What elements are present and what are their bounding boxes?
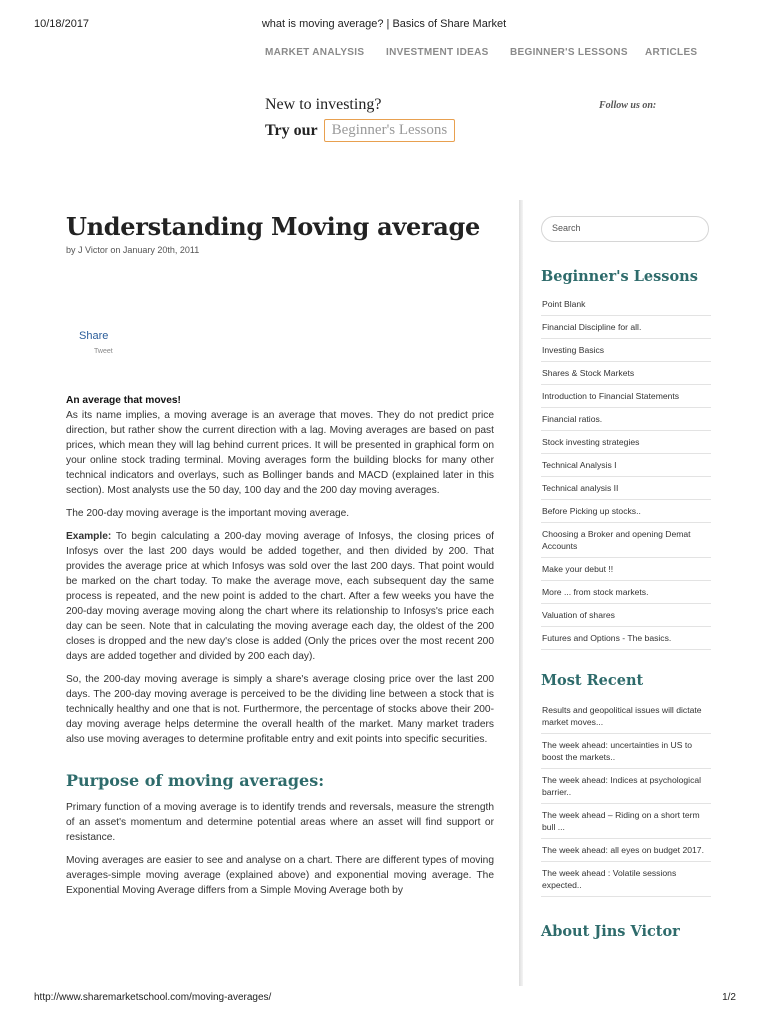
article-main bbox=[66, 200, 494, 906]
promo-try-label: Try our bbox=[265, 121, 318, 139]
lesson-link[interactable]: Investing Basics bbox=[541, 339, 711, 362]
sidebar-heading-lessons: Beginner's Lessons bbox=[541, 268, 698, 285]
lessons-list bbox=[541, 293, 711, 650]
example-label: Example: bbox=[66, 531, 112, 542]
paragraph-intro bbox=[66, 393, 494, 498]
section-heading: Purpose of moving averages: bbox=[66, 771, 325, 790]
lesson-link[interactable]: Valuation of shares bbox=[541, 604, 711, 627]
paragraph-text: So, the 200-day moving average is simply a share's average closing price over the last 200 days. The 200-day moving average is perceived to be the dividing line between a stock that is technically healthy and one that is not. Furthermore, the percentage of stocks above their 200-day moving average helps determine the overall health of the market. Many market traders also use moving averages to determine profitable entry and exit points into specific securities. bbox=[66, 674, 494, 745]
recent-post-link[interactable]: The week ahead: all eyes on budget 2017. bbox=[541, 839, 711, 862]
article-lead-heading: An average that moves! bbox=[66, 395, 181, 406]
promo-headline: New to investing? bbox=[265, 96, 382, 113]
sidebar-heading-recent: Most Recent bbox=[541, 672, 644, 689]
paragraph-text: The 200-day moving average is the important moving average. bbox=[66, 508, 350, 519]
promo-cta-row bbox=[265, 119, 455, 142]
nav-articles[interactable]: ARTICLES bbox=[645, 47, 698, 58]
paragraph-text: Primary function of a moving average is to identify trends and reversals, measure the strength of an asset's momentum and determine potential areas where an asset will find support or resistance. bbox=[66, 802, 494, 843]
follow-us-label: Follow us on: bbox=[599, 100, 657, 111]
promo-banner bbox=[265, 96, 455, 142]
lesson-link[interactable]: Choosing a Broker and opening Demat Accounts bbox=[541, 523, 711, 558]
paragraph-text: To begin calculating a 200-day moving average of Infosys, the closing prices of Infosys over the last 200 days would be added together, and then divided by 200. That provides the average price at which Infosys was sold over the last 200 days. That point would be marked on the chart today. To make the average move, each subsequent day the same process is repeated, and the new point is added to the chart. After a few weeks you have the 200-day moving average moving along the chart where its relationship to Infosys's price each day can be seen. Note that in calculating the moving average each day, the oldest of the 200 closes is dropped and the new day's close is added (Only the prices over the most recent 200 days are added together and divided by 200 each day). bbox=[66, 531, 494, 662]
lesson-link[interactable]: Before Picking up stocks.. bbox=[541, 500, 711, 523]
lesson-link[interactable]: Technical analysis II bbox=[541, 477, 711, 500]
tweet-button[interactable]: Tweet bbox=[94, 348, 113, 355]
lesson-link[interactable]: Shares & Stock Markets bbox=[541, 362, 711, 385]
beginners-lessons-button[interactable]: Beginner's Lessons bbox=[324, 119, 456, 142]
nav-investment-ideas[interactable]: INVESTMENT IDEAS bbox=[386, 47, 489, 58]
share-button[interactable]: Share bbox=[79, 330, 109, 342]
recent-post-link[interactable]: The week ahead: uncertainties in US to boost the markets.. bbox=[541, 734, 711, 769]
paragraph-text: As its name implies, a moving average is an average that moves. They do not predict price direction, but rather show the current direction with a lag. Moving averages are based on past prices, which mean they will lag behind current prices. It will be presented in graphical form on your online stock trading terminal. Moving averages form the building blocks for many other technical indicators and overlays, such as Bollinger bands and MACD (explained later in this section). Most analysts use the 50 day, 100 day and the 200 day moving averages. bbox=[66, 410, 494, 496]
column-divider bbox=[519, 200, 523, 986]
paragraph-example bbox=[66, 529, 494, 664]
print-url: http://www.sharemarketschool.com/moving-averages/ bbox=[34, 992, 272, 1003]
lesson-link[interactable]: More ... from stock markets. bbox=[541, 581, 711, 604]
sidebar bbox=[541, 216, 711, 940]
article-title: Understanding Moving average bbox=[66, 212, 480, 241]
recent-post-link[interactable]: Results and geopolitical issues will dictate market moves... bbox=[541, 699, 711, 734]
lesson-link[interactable]: Futures and Options - The basics. bbox=[541, 627, 711, 650]
article-byline: by J Victor on January 20th, 2011 bbox=[66, 245, 200, 255]
search-input[interactable]: Search bbox=[541, 216, 709, 242]
print-date: 10/18/2017 bbox=[34, 18, 90, 30]
lesson-link[interactable]: Point Blank bbox=[541, 293, 711, 316]
nav-market-analysis[interactable]: MARKET ANALYSIS bbox=[265, 47, 365, 58]
nav-beginners-lessons[interactable]: BEGINNER'S LESSONS bbox=[510, 47, 628, 58]
lesson-link[interactable]: Introduction to Financial Statements bbox=[541, 385, 711, 408]
recent-list bbox=[541, 699, 711, 897]
print-page-number: 1/2 bbox=[722, 992, 736, 1003]
lesson-link[interactable]: Make your debut !! bbox=[541, 558, 711, 581]
recent-post-link[interactable]: The week ahead – Riding on a short term bull ... bbox=[541, 804, 711, 839]
lesson-link[interactable]: Technical Analysis I bbox=[541, 454, 711, 477]
lesson-link[interactable]: Stock investing strategies bbox=[541, 431, 711, 454]
lesson-link[interactable]: Financial ratios. bbox=[541, 408, 711, 431]
paragraph-text: Moving averages are easier to see and analyse on a chart. There are different types of moving averages-simple moving average (explained above) and exponential moving average. The Exponential Moving Average differs from a Simple Moving Average both by bbox=[66, 855, 494, 896]
recent-post-link[interactable]: The week ahead : Volatile sessions expected.. bbox=[541, 862, 711, 897]
article-body bbox=[66, 393, 494, 898]
sidebar-heading-about: About Jins Victor bbox=[541, 923, 680, 940]
recent-post-link[interactable]: The week ahead: Indices at psychological barrier.. bbox=[541, 769, 711, 804]
lesson-link[interactable]: Financial Discipline for all. bbox=[541, 316, 711, 339]
print-page-title: what is moving average? | Basics of Share Market bbox=[261, 18, 507, 30]
